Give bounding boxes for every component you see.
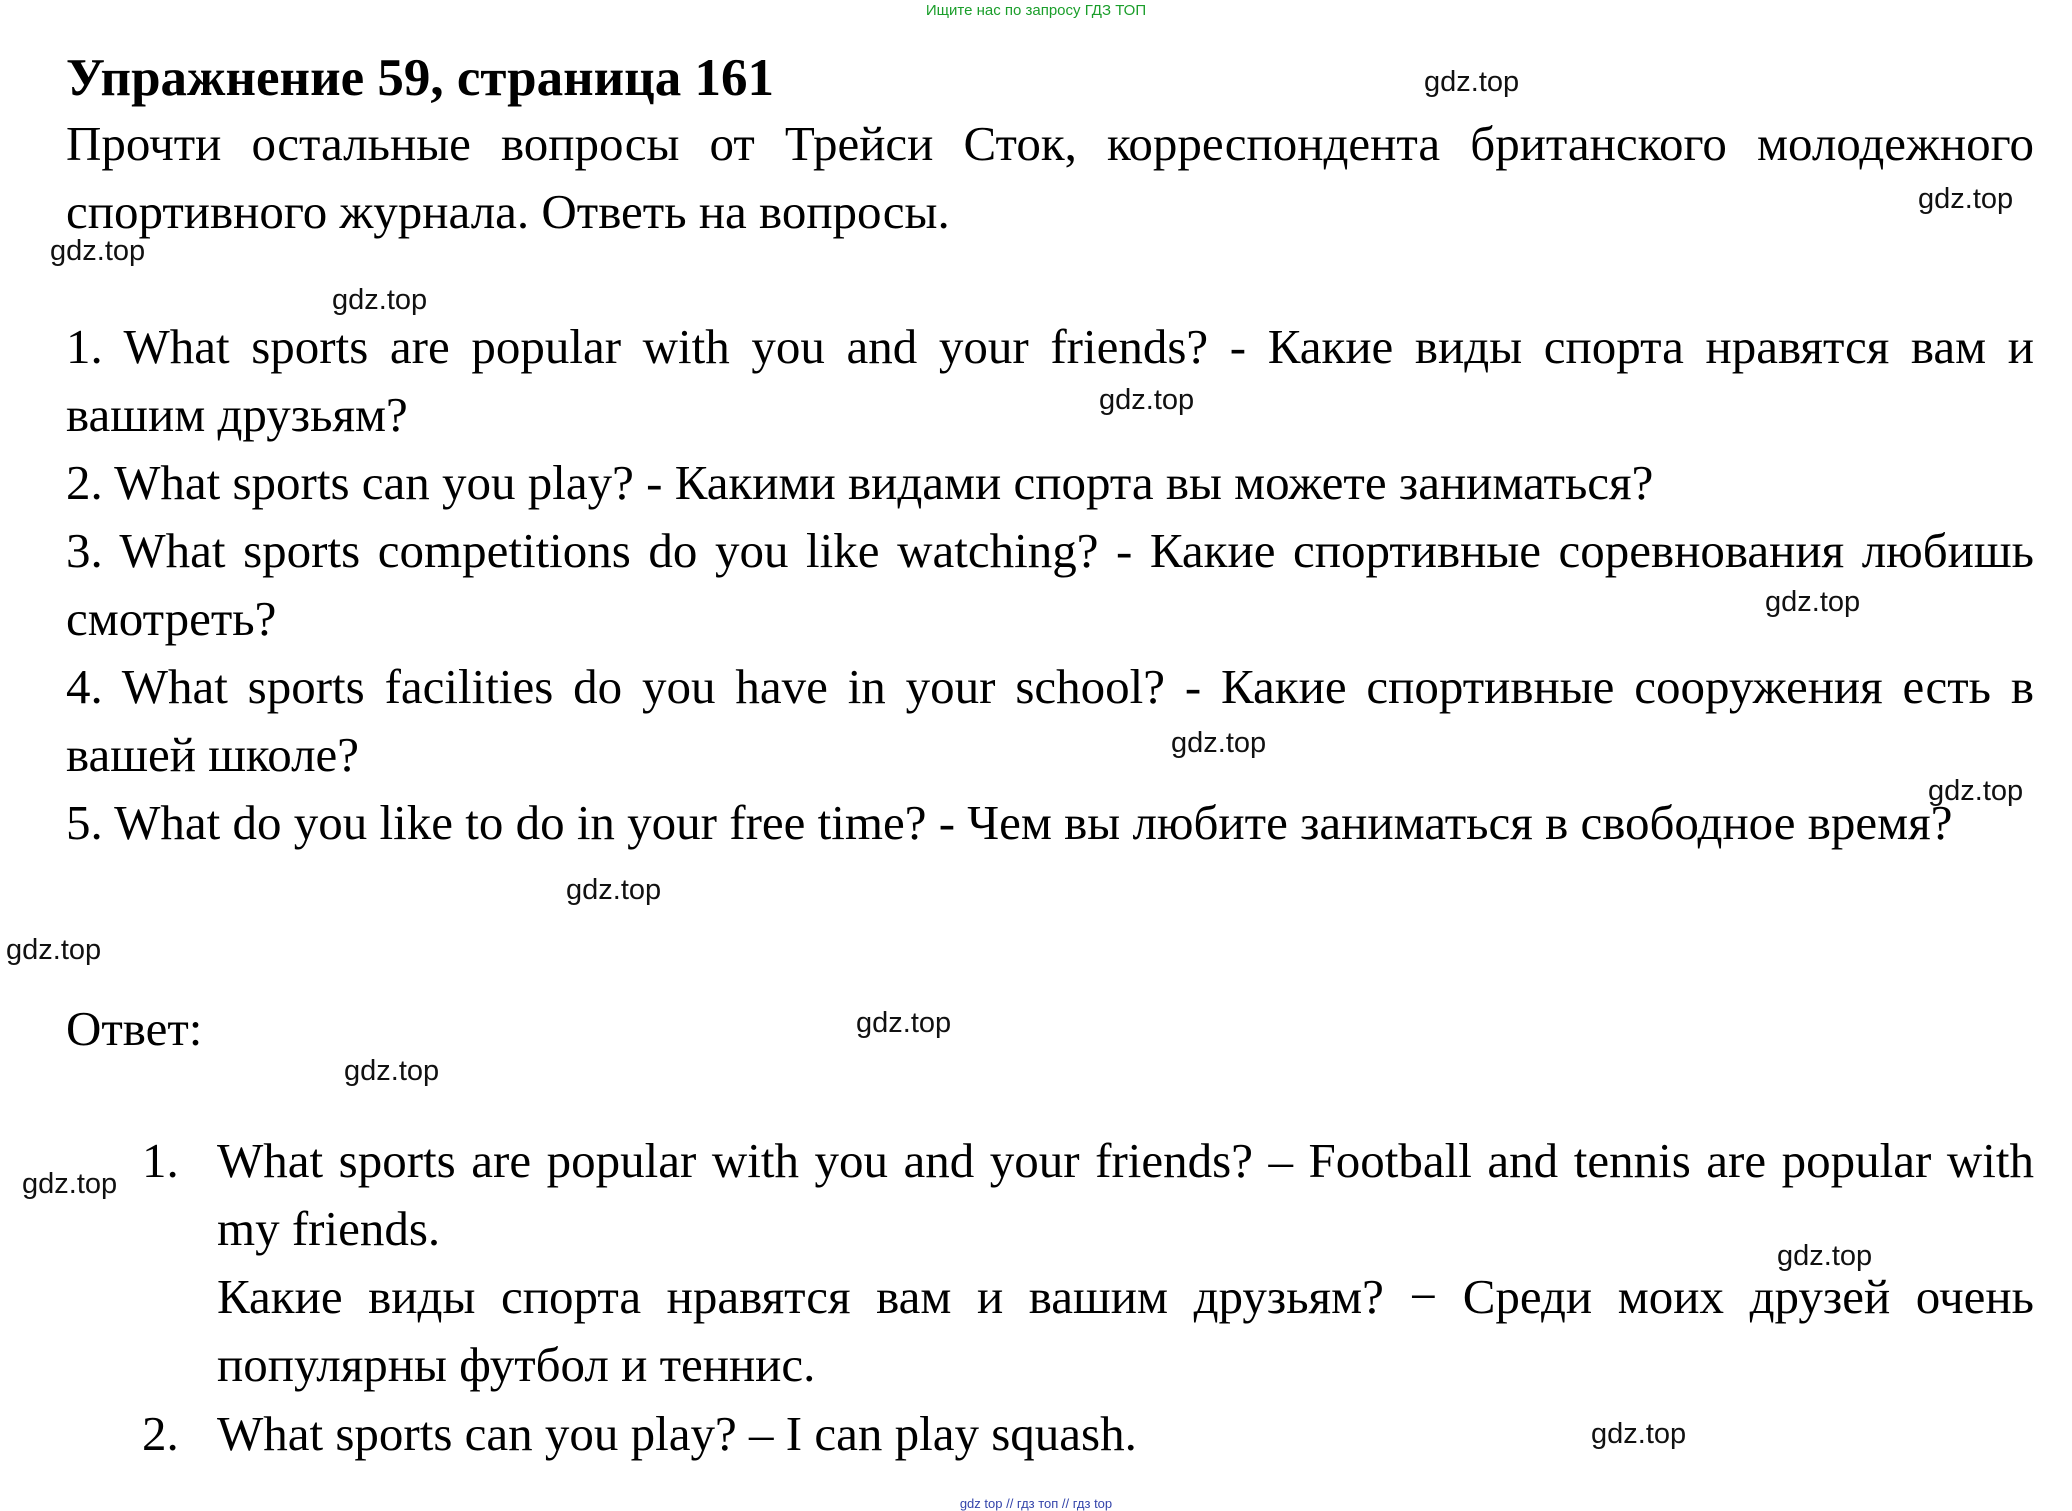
watermark: gdz.top — [1928, 775, 2024, 807]
watermark: gdz.top — [344, 1055, 440, 1087]
watermark: gdz.top — [22, 1168, 118, 1200]
answer-2-english: What sports can you play? – I can play squash. — [217, 1406, 1137, 1461]
question-4: 4. What sports facilities do you have in your school? - Какие спортивные сооружения есть в вашей школе? — [66, 659, 2034, 782]
watermark: gdz.top — [1765, 586, 1861, 618]
answer-label: Ответ: — [66, 1001, 203, 1056]
watermark: gdz.top — [1099, 384, 1195, 416]
watermark: gdz.top — [856, 1007, 952, 1039]
question-3: 3. What sports competitions do you like watching? - Какие спортивные соревнования любишь смотреть? — [66, 523, 2034, 646]
answer-1-english: What sports are popular with you and your friends? – Football and tennis are popular with my friends. — [217, 1133, 2034, 1256]
watermark: gdz.top — [50, 235, 146, 267]
header-note: Ищите нас по запросу ГДЗ ТОП — [925, 2, 1147, 19]
answer-2-number: 2. — [142, 1406, 179, 1461]
answer-1-russian: Какие виды спорта нравятся вам и вашим друзьям? − Среди моих друзей очень популярны футбол и теннис. — [217, 1269, 2034, 1392]
watermark: gdz.top — [1918, 183, 2014, 215]
page-title: Упражнение 59, страница 161 — [66, 49, 774, 107]
footer-note: gdz top // гдз топ // гдз top — [959, 1496, 1113, 1511]
question-2: 2. What sports can you play? - Какими видами спорта вы можете заниматься? — [66, 455, 1654, 510]
answer-1 — [217, 1127, 2034, 1399]
watermark: gdz.top — [566, 874, 662, 906]
watermark: gdz.top — [1591, 1418, 1687, 1450]
watermark: gdz.top — [1777, 1240, 1873, 1272]
question-1: 1. What sports are popular with you and your friends? - Какие виды спорта нравятся вам и вашим друзьям? — [66, 319, 2034, 442]
watermark: gdz.top — [1171, 727, 1267, 759]
answer-1-number: 1. — [142, 1133, 179, 1188]
watermark: gdz.top — [1424, 66, 1520, 98]
question-5: 5. What do you like to do in your free time? - Чем вы любите заниматься в свободное время? — [66, 795, 1953, 850]
task-instructions: Прочти остальные вопросы от Трейси Сток, корреспондента британского молодежного спортивного журнала. Ответь на вопросы. — [66, 116, 2034, 239]
watermark: gdz.top — [6, 934, 102, 966]
watermark: gdz.top — [332, 284, 428, 316]
